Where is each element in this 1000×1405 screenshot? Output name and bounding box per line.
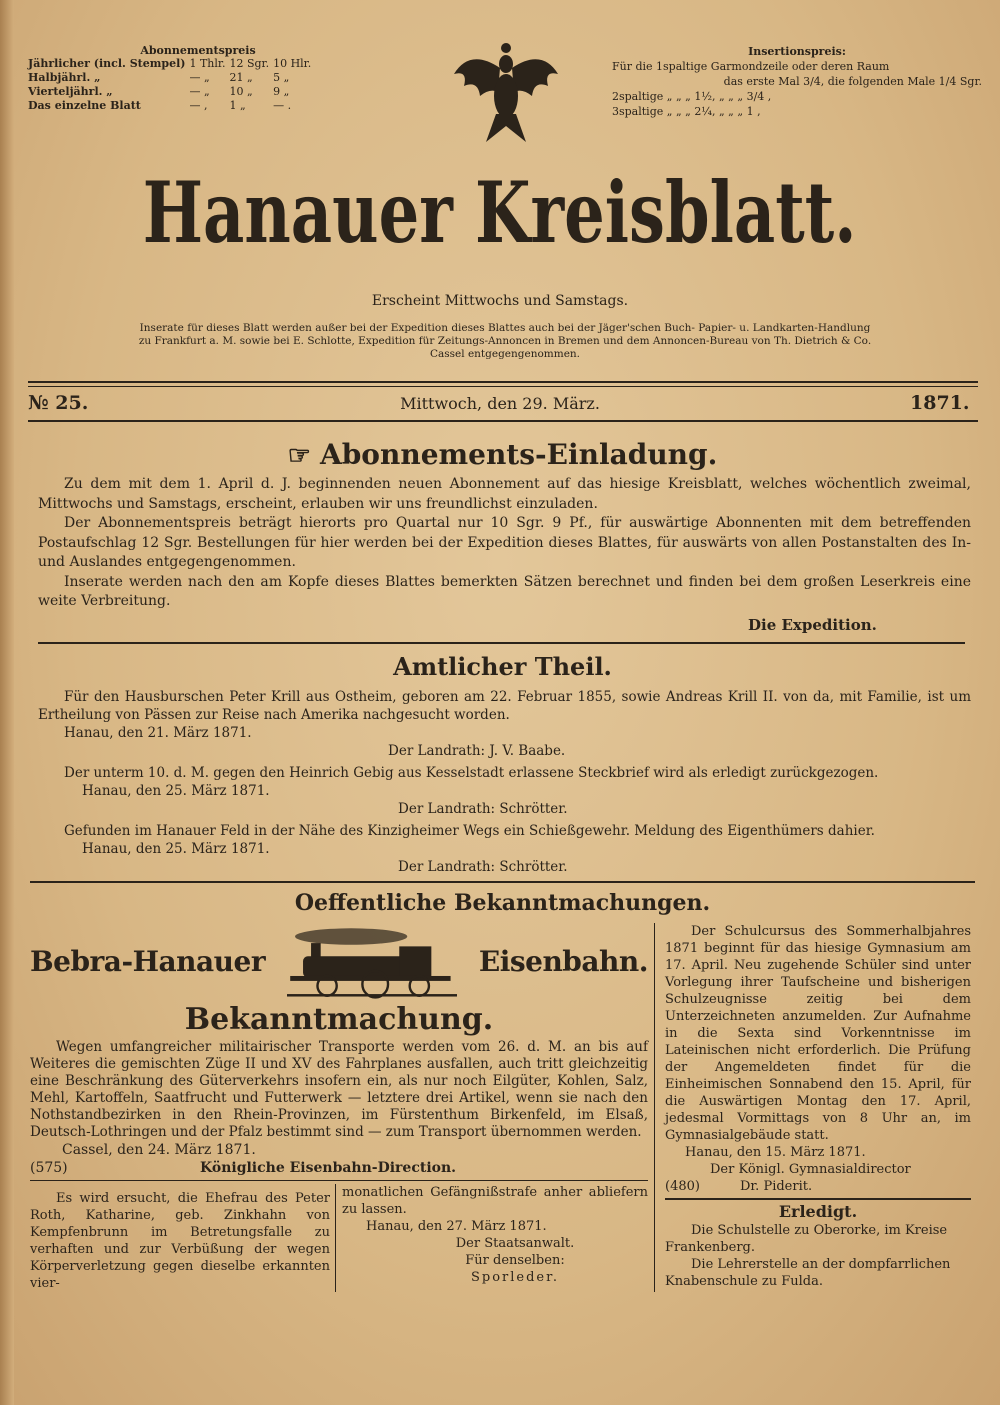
school-text: Der Schulcursus des Sommerhalbjahres 1871 beginnt für das hiesige Gymnasium am 17. April. Neu zugehende Schüler sind unter Vorlegung ihrer Taufscheine und bisherigen Schulzeugnisse zeitig bei dem Unterzeichneten anzumelden. Zur Aufnahme in die Sexta sind Vorkenntnisse im Lateinischen nicht erforderlich. Die Prüfung der Angemeldeten findet für die Einheimischen Sonnabend den 15. April, für die Auswärtigen Montag den 17. April, jedesmal Vormittags von 8 Uhr an, im Gymnasialgebäude statt. <box>665 923 971 1143</box>
school-signer: Dr. Piderit. <box>739 1178 813 1194</box>
insertion-line: 2spaltige „ „ „ 1½, „ „ „ 3/4 , <box>612 90 772 103</box>
railway-ref: (575) <box>30 1159 68 1176</box>
agents-line: zu Frankfurt a. M. sowie bei E. Schlotte, Expedition für Zeitungs-Annoncen in Bremen und dem Annoncen-Bureau von Th. Dietrich & Co. <box>138 335 872 347</box>
subscription-cell: Jährlicher (incl. Stempel) <box>28 57 186 70</box>
divider <box>28 386 978 387</box>
railway-text: Wegen umfangreicher militairischer Transporte werden vom 26. d. M. an bis auf Weiteres die gemischten Züge II und XV des Fahrplanes ausfallen, auch tritt gleichzeitig eine Beschränkung des Güterverkehrs insofern ein, als nur noch Eilgüter, Kohlen, Salz, Mehl, Kartoffeln, Saatfrucht und Futterwerk — letztere drei Artikel, wenn sie nach den Nothstandbezirken in den Rhein-Provinzen, im Fürstenthum Birkenfeld, im Elsaß, Deutsch-Lothringen und der Pfalz bestimmt sind — zum Transport übernommen werden. <box>30 1038 648 1140</box>
paragraph: Der Abonnementspreis beträgt hierorts pro Quartal nur 10 Sgr. 9 Pf., für auswärtige Abonnenten mit dem betreffenden Postaufschlag 12 Sgr. Bestellungen für hier werden bei der Expedition dieses Blattes, für auswärts von allen Postanstalten des In- und Auslandes entgegengenommen. <box>38 515 971 570</box>
subscription-cell: 1 „ <box>229 99 246 112</box>
school-signer-title: Der Königl. Gymnasialdirector <box>710 1161 911 1177</box>
vacancy-item: Die Schulstelle zu Oberorke, im Kreise Frankenberg. <box>665 1222 948 1255</box>
notice <box>38 764 971 818</box>
subscription-cell: 5 „ <box>273 71 290 84</box>
subscription-row <box>28 99 315 113</box>
warrant-signer-for: Für denselben: <box>465 1252 565 1268</box>
subscription-cell: 10 „ <box>229 85 253 98</box>
divider <box>28 381 978 383</box>
vacancies-list <box>665 1222 971 1290</box>
subscription-cell: Halbjährl. „ <box>28 71 101 84</box>
insertion-line: Für die 1spaltige Garmondzeile oder deren Raum <box>612 60 890 73</box>
insertion-line: 3spaltige „ „ „ 2¼, „ „ „ 1 , <box>612 105 761 118</box>
left-column <box>30 923 655 1292</box>
subscription-cell: — , <box>189 99 208 112</box>
warrant-signer: Sporleder. <box>470 1269 560 1285</box>
railway-banner <box>30 923 648 1001</box>
railway-banner-right: Eisenbahn. <box>478 945 648 978</box>
insertion-line: das erste Mal 3/4, die folgenden Male 1/4 Sgr. <box>723 75 982 88</box>
subscription-row <box>28 71 315 85</box>
public-heading: Oeffentliche Bekanntmachungen. <box>294 889 711 916</box>
notice-signer: Der Landrath: Schrötter. <box>398 800 568 817</box>
right-column <box>655 923 971 1290</box>
school-signature-row <box>665 1178 971 1195</box>
vacancies-heading: Erledigt. <box>778 1201 858 1221</box>
notice-signer: Der Landrath: J. V. Baabe. <box>388 742 566 759</box>
notice-text: Der unterm 10. d. M. gegen den Heinrich Gebig aus Kesselstadt erlassene Steckbrief wird als erledigt zurückgezogen. <box>64 764 879 781</box>
paragraph: Zu dem mit dem 1. April d. J. beginnenden neuen Abonnement auf das hiesige Kreisblatt, welches wöchentlich zweimal, Mittwochs und Samstags, erscheint, erlauben wir uns freundlichst einzuladen. <box>38 476 971 512</box>
notice-date: Hanau, den 25. März 1871. <box>82 782 270 799</box>
invitation-heading-text: Abonnements-Einladung. <box>320 438 718 471</box>
warrant-continued <box>336 1184 648 1286</box>
warrant-text-a: Es wird ersucht, die Ehefrau des Peter Roth, Katharine, geb. Zinkhahn von Kempfenbrunn im Betretungsfalle zu verhaften und zur Verbüßung der wegen Körperverletzung gegen dieselbe erkannten vier- <box>30 1184 336 1292</box>
publication-schedule: Erscheint Mittwochs und Samstags. <box>371 293 629 309</box>
subscription-cell: — „ <box>189 71 210 84</box>
invitation-heading <box>30 436 975 475</box>
subscription-row <box>28 57 315 71</box>
school-ref: (480) <box>665 1178 700 1194</box>
issue-year: 1871. <box>910 392 970 414</box>
subscription-cell: 9 „ <box>273 85 290 98</box>
subscription-prices <box>28 44 368 113</box>
notice-text: Für den Hausburschen Peter Krill aus Ostheim, geboren am 22. Februar 1855, sowie Andreas Krill II. von da, mit Familie, ist um Ertheilung von Pässen zur Reise nach Amerika nachgesucht worden. <box>38 688 971 723</box>
warrant-signer-title: Der Staatsanwalt. <box>455 1235 575 1251</box>
subscription-row <box>28 85 315 99</box>
vacancy-item: Die Lehrerstelle an der dompfarrlichen Knabenschule zu Fulda. <box>665 1256 951 1289</box>
railway-signature-row <box>30 1159 648 1177</box>
divider <box>38 642 965 644</box>
subscription-cell: — . <box>273 99 292 112</box>
subscription-table <box>28 57 315 113</box>
subscription-cell: Vierteljährl. „ <box>28 85 113 98</box>
notice-date: Hanau, den 21. März 1871. <box>64 724 252 741</box>
divider <box>665 1198 971 1200</box>
notice <box>38 688 971 760</box>
agents-line: Cassel entgegengenommen. <box>429 348 581 360</box>
title-wrap <box>0 158 1000 270</box>
agents-notice <box>30 322 980 361</box>
subscription-cell: 1 Thlr. <box>189 57 226 70</box>
subscription-cell: — „ <box>189 85 210 98</box>
subscription-heading: Abonnementspreis <box>140 44 256 57</box>
subscription-cell: 12 Sgr. <box>229 57 270 70</box>
school-date: Hanau, den 15. März 1871. <box>685 1144 866 1160</box>
newspaper-title: Hanauer Kreisblatt. <box>143 163 857 262</box>
invitation-text <box>30 475 975 612</box>
notice-text: Gefunden im Hanauer Feld in der Nähe des Kinzigheimer Wegs ein Schießgewehr. Meldung des Eigenthümers dahier. <box>64 822 875 839</box>
public-columns <box>30 923 975 1292</box>
railway-heading: Bekanntmachung. <box>184 1001 494 1037</box>
insertion-prices <box>612 44 982 119</box>
notice <box>38 822 971 876</box>
pointing-hand-icon: ☞ <box>287 441 320 471</box>
insertion-heading: Insertionspreis: <box>748 45 846 58</box>
railway-banner-left: Bebra-Hanauer <box>30 945 266 978</box>
warrant-date: Hanau, den 27. März 1871. <box>366 1218 547 1234</box>
issue-number: № 25. <box>28 392 89 414</box>
official-heading: Amtlicher Theil. <box>393 651 612 681</box>
subscription-cell: 10 Hlr. <box>273 57 312 70</box>
railway-signer: Königliche Eisenbahn-Direction. <box>200 1159 457 1176</box>
divider <box>30 881 975 883</box>
divider <box>30 1180 648 1181</box>
invitation-signature: Die Expedition. <box>748 615 877 634</box>
subscription-cell: 21 „ <box>229 71 253 84</box>
paragraph: Inserate werden nach den am Kopfe dieses Blattes bemerkten Sätzen berechnet und finden bei dem großen Leserkreis eine weite Verbreitung. <box>38 573 971 609</box>
warrant <box>30 1184 648 1292</box>
railway-date: Cassel, den 24. März 1871. <box>62 1141 256 1158</box>
agents-line: Inserate für dieses Blatt werden außer bei der Expedition dieses Blattes auch bei der Jäger'schen Buch- Papier- u. Landkarten-Handlung <box>139 322 871 334</box>
notice-signer: Der Landrath: Schrötter. <box>398 858 568 875</box>
page-body <box>30 436 975 1292</box>
locomotive-icon <box>287 925 457 999</box>
divider <box>28 420 978 422</box>
official-notices <box>30 684 975 876</box>
warrant-text-b: monatlichen Gefängnißstrafe anher abliefern zu lassen. <box>342 1184 648 1217</box>
notice-date: Hanau, den 25. März 1871. <box>82 840 270 857</box>
subscription-cell: Das einzelne Blatt <box>28 99 141 112</box>
issue-date: Mittwoch, den 29. März. <box>400 394 600 413</box>
prussian-eagle-icon <box>450 38 562 150</box>
